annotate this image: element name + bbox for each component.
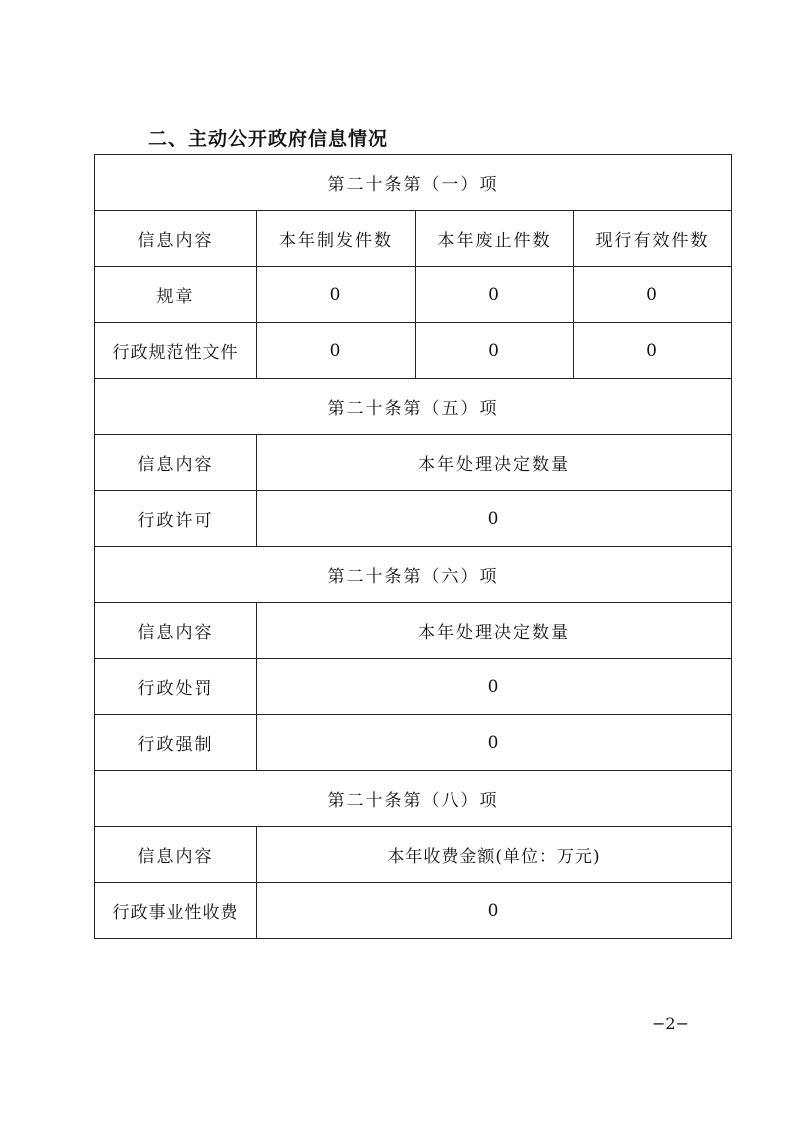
- column-header-info-content: 信息内容: [95, 603, 257, 659]
- info-table: [94, 154, 732, 939]
- valid-count: 0: [574, 323, 732, 379]
- valid-count: 0: [574, 267, 732, 323]
- section-header-item-8: 第二十条第（八）项: [95, 771, 732, 827]
- abolished-count: 0: [416, 267, 574, 323]
- fee-amount: 0: [257, 883, 732, 939]
- row-label: 行政事业性收费: [95, 883, 257, 939]
- abolished-count: 0: [416, 323, 574, 379]
- row-label: 行政强制: [95, 715, 257, 771]
- decision-count: 0: [257, 659, 732, 715]
- column-header-row: [95, 435, 732, 491]
- column-header-decision-count: 本年处理决定数量: [257, 435, 732, 491]
- column-header-valid: 现行有效件数: [574, 211, 732, 267]
- table-row: [95, 715, 732, 771]
- row-label: 行政规范性文件: [95, 323, 257, 379]
- column-header-row: [95, 603, 732, 659]
- section-header-row: [95, 155, 732, 211]
- section-header-item-5: 第二十条第（五）项: [95, 379, 732, 435]
- column-header-row: [95, 211, 732, 267]
- row-label: 行政许可: [95, 491, 257, 547]
- column-header-issued: 本年制发件数: [257, 211, 416, 267]
- row-label: 行政处罚: [95, 659, 257, 715]
- column-header-info-content: 信息内容: [95, 827, 257, 883]
- section-header-row: [95, 547, 732, 603]
- section-header-item-1: 第二十条第（一）项: [95, 155, 732, 211]
- column-header-abolished: 本年废止件数: [416, 211, 574, 267]
- row-label: 规章: [95, 267, 257, 323]
- column-header-info-content: 信息内容: [95, 211, 257, 267]
- section-header-row: [95, 771, 732, 827]
- decision-count: 0: [257, 715, 732, 771]
- decision-count: 0: [257, 491, 732, 547]
- table-row: [95, 883, 732, 939]
- issued-count: 0: [257, 323, 416, 379]
- column-header-decision-count: 本年处理决定数量: [257, 603, 732, 659]
- table-row: [95, 491, 732, 547]
- column-header-fee-amount: 本年收费金额(单位：万元): [257, 827, 732, 883]
- column-header-row: [95, 827, 732, 883]
- section-header-row: [95, 379, 732, 435]
- issued-count: 0: [257, 267, 416, 323]
- table-row: [95, 323, 732, 379]
- section-title: 二、主动公开政府信息情况: [148, 128, 389, 150]
- page-number: −2−: [652, 1014, 689, 1033]
- section-header-item-6: 第二十条第（六）项: [95, 547, 732, 603]
- table-row: [95, 267, 732, 323]
- table-row: [95, 659, 732, 715]
- column-header-info-content: 信息内容: [95, 435, 257, 491]
